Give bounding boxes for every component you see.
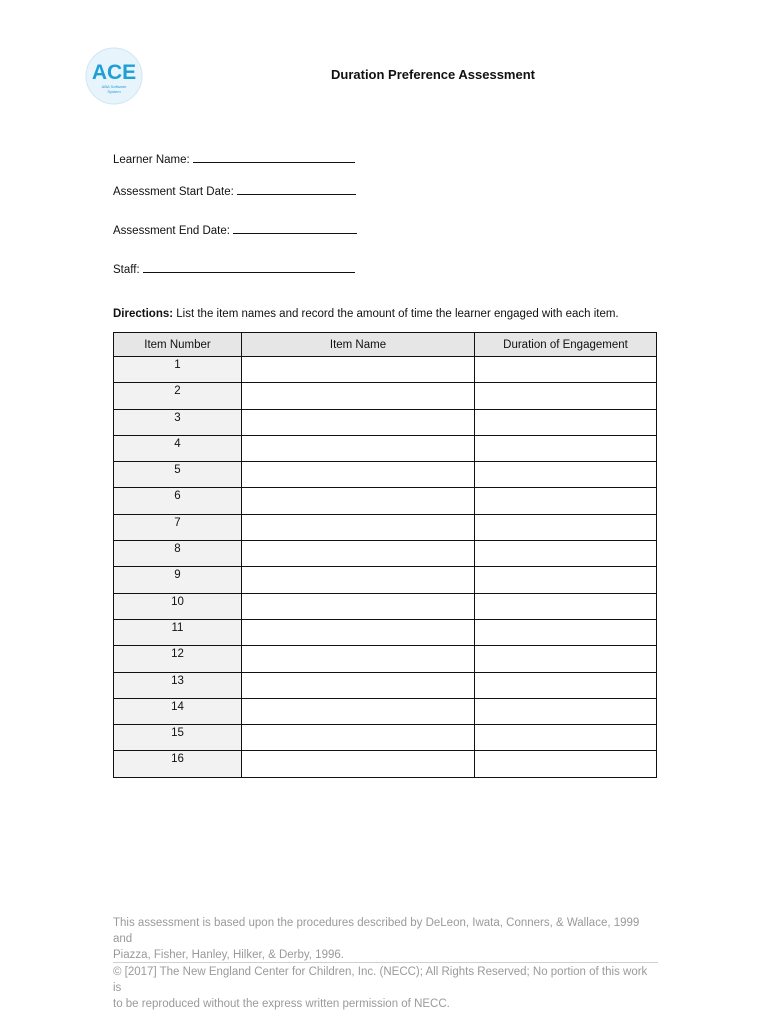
table-row (114, 541, 657, 567)
copyright-note (113, 964, 658, 1012)
item-number-cell: 9 (114, 567, 242, 593)
start-date-label: Assessment Start Date: (113, 186, 234, 198)
duration-cell[interactable] (475, 698, 657, 724)
header-item-name: Item Name (242, 333, 475, 357)
table-row (114, 567, 657, 593)
item-name-cell[interactable] (242, 435, 475, 461)
table-header-row (114, 333, 657, 357)
item-table (113, 332, 657, 778)
end-date-line[interactable] (233, 222, 357, 234)
logo-text: ACE (91, 61, 137, 84)
item-number-cell: 2 (114, 383, 242, 409)
duration-cell[interactable] (475, 462, 657, 488)
directions-label: Directions: (113, 308, 174, 320)
item-name-cell[interactable] (242, 751, 475, 777)
item-name-cell[interactable] (242, 593, 475, 619)
table-row (114, 409, 657, 435)
item-name-cell[interactable] (242, 541, 475, 567)
header-duration: Duration of Engagement (475, 333, 657, 357)
table-row (114, 462, 657, 488)
item-name-cell[interactable] (242, 646, 475, 672)
table-row (114, 383, 657, 409)
directions (113, 308, 619, 320)
table-row (114, 593, 657, 619)
header-item-number: Item Number (114, 333, 242, 357)
copyright-line-2: to be reproduced without the express written permission of NECC. (113, 998, 450, 1010)
logo-tagline-2: System (107, 89, 121, 94)
item-name-cell[interactable] (242, 514, 475, 540)
staff-label: Staff: (113, 264, 140, 276)
staff-line[interactable] (143, 261, 355, 273)
copyright-line-1: © [2017] The New England Center for Children, Inc. (NECC); All Rights Reserved; No portion of this work is (113, 966, 648, 994)
learner-name-label: Learner Name: (113, 154, 190, 166)
duration-cell[interactable] (475, 751, 657, 777)
start-date-field[interactable] (113, 183, 356, 198)
end-date-label: Assessment End Date: (113, 225, 230, 237)
table-row (114, 435, 657, 461)
item-number-cell: 8 (114, 541, 242, 567)
item-number-cell: 5 (114, 462, 242, 488)
start-date-line[interactable] (237, 183, 356, 195)
duration-cell[interactable] (475, 567, 657, 593)
item-name-cell[interactable] (242, 357, 475, 383)
logo-tagline-1: ABA Software (101, 84, 127, 89)
item-number-cell: 16 (114, 751, 242, 777)
item-name-cell[interactable] (242, 672, 475, 698)
item-number-cell: 6 (114, 488, 242, 514)
table-row (114, 725, 657, 751)
reference-line-1: This assessment is based upon the procedures described by DeLeon, Iwata, Conners, & Wallace, 1999 and (113, 917, 640, 945)
item-name-cell[interactable] (242, 383, 475, 409)
duration-cell[interactable] (475, 619, 657, 645)
item-number-cell: 14 (114, 698, 242, 724)
duration-cell[interactable] (475, 541, 657, 567)
duration-cell[interactable] (475, 514, 657, 540)
item-name-cell[interactable] (242, 567, 475, 593)
document-title: Duration Preference Assessment (331, 67, 535, 82)
table-row (114, 646, 657, 672)
duration-cell[interactable] (475, 435, 657, 461)
footer-divider (113, 962, 658, 963)
item-number-cell: 10 (114, 593, 242, 619)
duration-cell[interactable] (475, 672, 657, 698)
item-name-cell[interactable] (242, 488, 475, 514)
item-name-cell[interactable] (242, 725, 475, 751)
item-name-cell[interactable] (242, 619, 475, 645)
item-number-cell: 4 (114, 435, 242, 461)
staff-field[interactable] (113, 261, 355, 276)
reference-line-2: Piazza, Fisher, Hanley, Hilker, & Derby, 1996. (113, 949, 344, 961)
duration-cell[interactable] (475, 725, 657, 751)
directions-text: List the item names and record the amount of time the learner engaged with each item. (173, 308, 619, 320)
duration-cell[interactable] (475, 357, 657, 383)
table-row (114, 357, 657, 383)
duration-cell[interactable] (475, 383, 657, 409)
table-row (114, 698, 657, 724)
table-row (114, 514, 657, 540)
table-row (114, 751, 657, 777)
item-name-cell[interactable] (242, 462, 475, 488)
learner-name-line[interactable] (193, 151, 355, 163)
learner-name-field[interactable] (113, 151, 355, 166)
end-date-field[interactable] (113, 222, 357, 237)
item-number-cell: 3 (114, 409, 242, 435)
item-number-cell: 1 (114, 357, 242, 383)
table-row (114, 619, 657, 645)
duration-cell[interactable] (475, 409, 657, 435)
item-number-cell: 13 (114, 672, 242, 698)
item-number-cell: 15 (114, 725, 242, 751)
table-row (114, 672, 657, 698)
item-number-cell: 12 (114, 646, 242, 672)
item-name-cell[interactable] (242, 409, 475, 435)
item-name-cell[interactable] (242, 698, 475, 724)
duration-cell[interactable] (475, 593, 657, 619)
item-number-cell: 11 (114, 619, 242, 645)
duration-cell[interactable] (475, 488, 657, 514)
reference-note (113, 915, 658, 963)
item-number-cell: 7 (114, 514, 242, 540)
table-row (114, 488, 657, 514)
duration-cell[interactable] (475, 646, 657, 672)
